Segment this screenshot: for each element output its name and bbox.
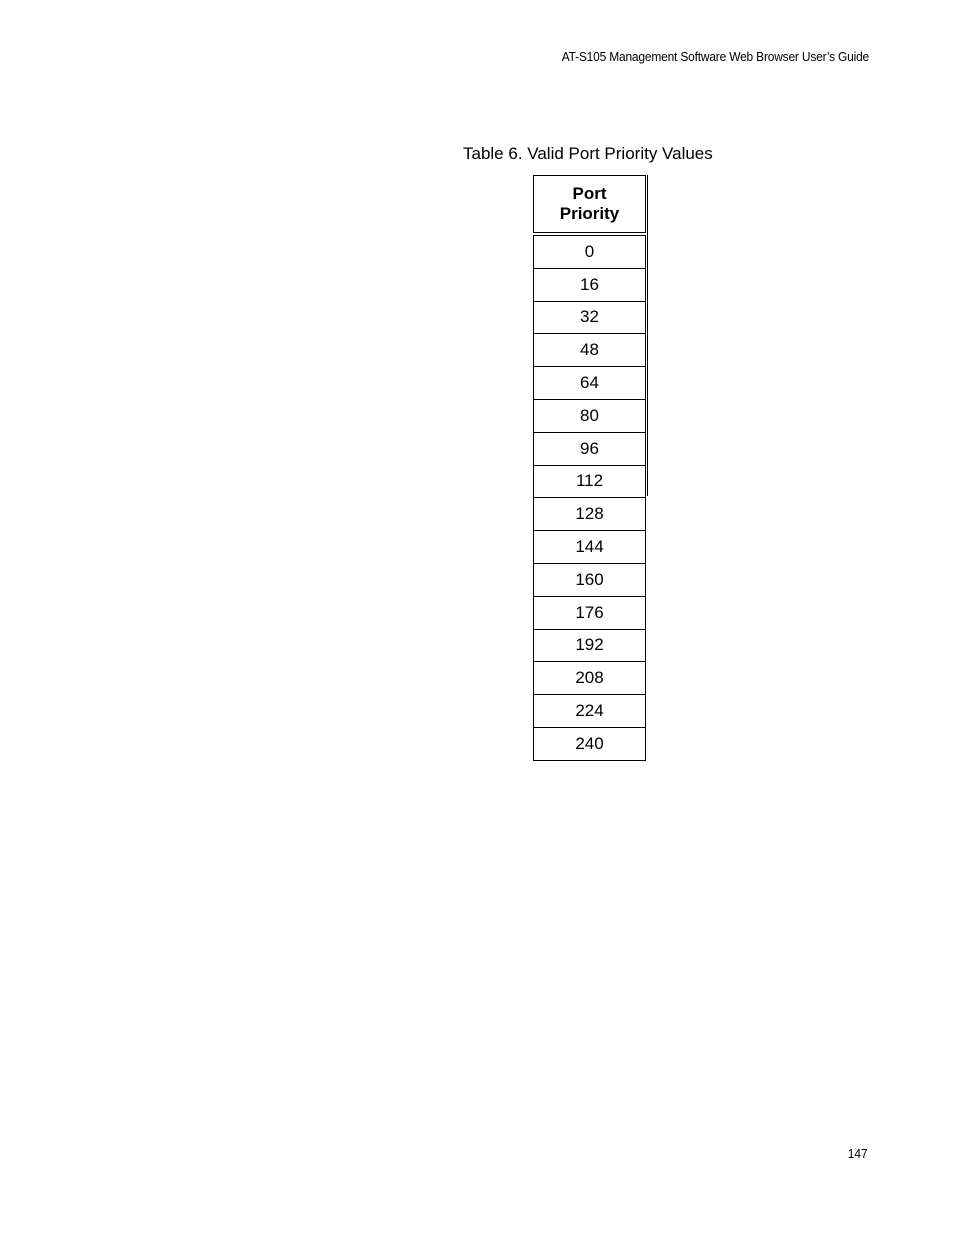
priority-cell: 112: [534, 465, 646, 498]
column-header-port-priority: [534, 176, 646, 235]
page-number: 147: [848, 1146, 868, 1161]
table-row: [534, 727, 646, 760]
table-row: [534, 531, 646, 564]
table-row: [534, 399, 646, 432]
column-header-line-1: Port: [572, 184, 607, 203]
table-row: [534, 596, 646, 629]
table-row: [534, 498, 646, 531]
priority-cell: 240: [534, 727, 646, 760]
priority-cell: 176: [534, 596, 646, 629]
priority-cell: 224: [534, 695, 646, 728]
table-row: [534, 465, 646, 498]
table-row: [534, 301, 646, 334]
priority-cell: 32: [534, 301, 646, 334]
table-row: [534, 432, 646, 465]
priority-cell: 64: [534, 367, 646, 400]
table-row: [534, 629, 646, 662]
table-row: [534, 268, 646, 301]
table-row: [534, 334, 646, 367]
priority-cell: 0: [534, 234, 646, 268]
priority-cell: 208: [534, 662, 646, 695]
table-row: [534, 563, 646, 596]
priority-cell: 160: [534, 563, 646, 596]
running-header: AT-S105 Management Software Web Browser User’s Guide: [561, 49, 869, 64]
table-row: [534, 367, 646, 400]
port-priority-table-container: [533, 175, 646, 761]
port-priority-table: [533, 175, 646, 761]
table-row: [534, 234, 646, 268]
priority-cell: 192: [534, 629, 646, 662]
table-caption: Table 6. Valid Port Priority Values: [463, 144, 713, 163]
priority-cell: 128: [534, 498, 646, 531]
priority-cell: 16: [534, 268, 646, 301]
table-row: [534, 662, 646, 695]
priority-cell: 96: [534, 432, 646, 465]
table-row: [534, 695, 646, 728]
priority-cell: 80: [534, 399, 646, 432]
column-header-line-2: Priority: [559, 204, 620, 223]
table-header-row: [534, 176, 646, 235]
priority-cell: 48: [534, 334, 646, 367]
priority-cell: 144: [534, 531, 646, 564]
